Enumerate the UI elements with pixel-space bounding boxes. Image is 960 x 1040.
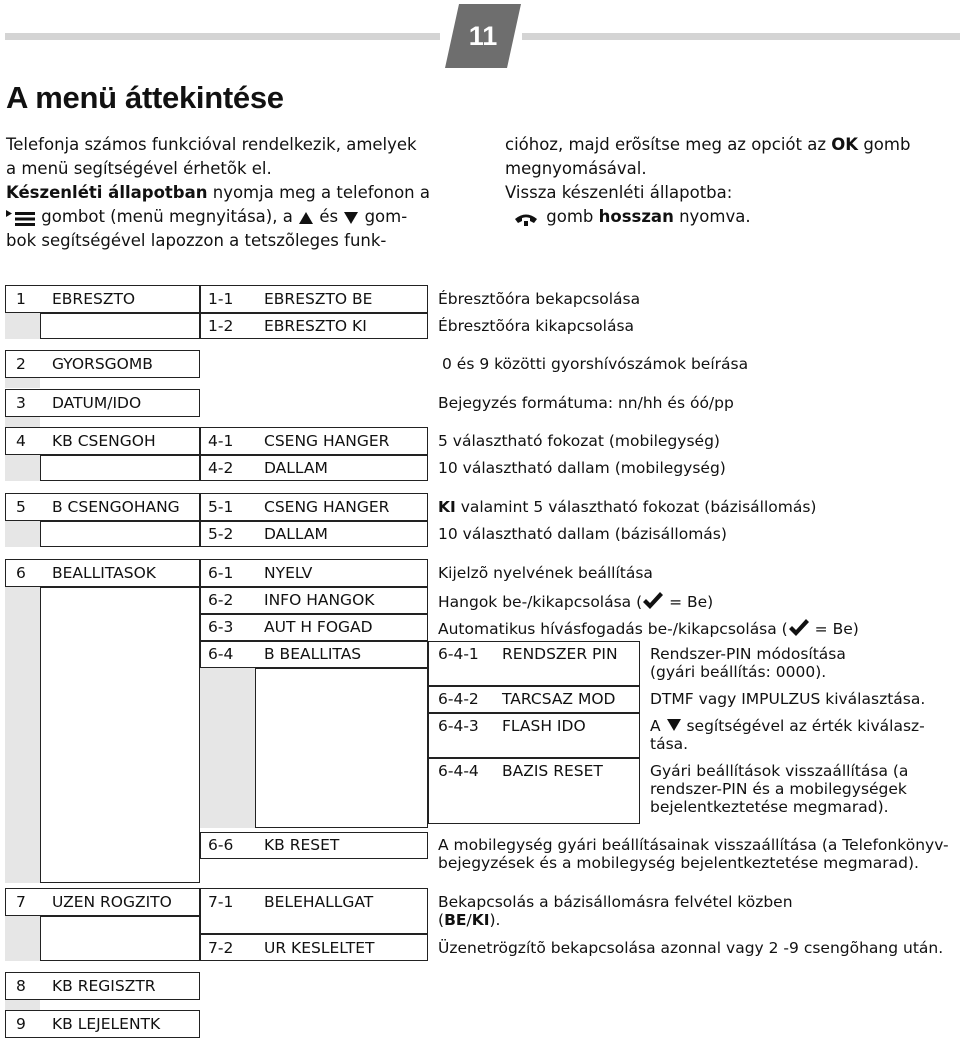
menu-number: 7 <box>16 893 26 911</box>
menu-description <box>650 717 925 735</box>
arrow-down-icon <box>666 718 682 732</box>
submenu-number: 6-1 <box>208 564 234 582</box>
menu-item: KB LEJELENTK <box>52 1015 161 1033</box>
menu-description: 5 választható fokozat (mobilegység) <box>438 432 720 450</box>
menu-item: KB REGISZTR <box>52 977 156 995</box>
menu-item: EBRESZTO <box>52 290 136 308</box>
submenu-item: KB RESET <box>264 836 340 854</box>
menu-description: Bejegyzés formátuma: nn/hh és óó/pp <box>438 394 734 412</box>
intro-line: a menü segítségével érhetõk el. <box>6 159 272 178</box>
menu-cell <box>40 455 200 481</box>
intro-bold: hosszan <box>598 207 674 226</box>
submenu-number: 4-1 <box>208 432 234 450</box>
intro-text: gomb <box>858 135 911 154</box>
desc-text: / <box>466 911 472 929</box>
menu-description: Kijelzõ nyelvének beállítása <box>438 564 653 582</box>
intro-text: gom- <box>359 207 408 226</box>
intro-text: és <box>314 207 344 226</box>
submenu-item: AUT H FOGAD <box>264 618 373 636</box>
submenu-number: 5-1 <box>208 498 234 516</box>
menu-description: DTMF vagy IMPULZUS kiválasztása. <box>650 690 926 708</box>
submenu-item: UR KESLELTET <box>264 939 375 957</box>
menu-item: BEALLITASOK <box>52 564 156 582</box>
menu-number: 9 <box>16 1015 26 1033</box>
intro-line: bok segítségével lapozzon a tetszõleges funk- <box>6 231 387 250</box>
end-call-icon <box>511 209 541 227</box>
menu-item: GYORSGOMB <box>52 355 153 373</box>
menu-description: A mobilegység gyári beállításainak visszaállítása (a Telefonkönyv- <box>438 836 949 854</box>
menu-cell <box>200 559 428 587</box>
arrow-down-icon <box>343 211 359 225</box>
menu-description <box>438 591 713 611</box>
menu-number: 3 <box>16 394 26 412</box>
menu-number: 5 <box>16 498 26 516</box>
intro-text: nyomva. <box>673 207 751 226</box>
desc-text: ). <box>489 911 501 929</box>
desc-text: valamint 5 választható fokozat (bázisállomás) <box>455 498 817 516</box>
menu-description: bejelentkeztetése megmarad). <box>650 798 889 816</box>
submenu-item: BAZIS RESET <box>502 762 603 780</box>
desc-text: A <box>650 717 666 735</box>
submenu-item: DALLAM <box>264 459 328 477</box>
submenu-item: CSENG HANGER <box>264 498 390 516</box>
submenu-item: DALLAM <box>264 525 328 543</box>
menu-cell <box>40 521 200 547</box>
shaded-cell <box>5 455 40 481</box>
menu-description <box>438 498 816 516</box>
submenu-number: 6-4-3 <box>438 717 479 735</box>
ok-key-label: OK <box>831 135 859 154</box>
shaded-cell <box>200 668 255 828</box>
intro-line: megnyomásával. <box>505 159 647 178</box>
desc-text: = Be) <box>664 593 714 611</box>
submenu-number: 6-4 <box>208 645 234 663</box>
menu-number: 1 <box>16 290 26 308</box>
shaded-cell <box>5 916 40 961</box>
menu-description: 10 választható dallam (mobilegység) <box>438 459 726 477</box>
submenu-item: RENDSZER PIN <box>502 645 618 663</box>
intro-line <box>505 133 960 157</box>
menu-number: 6 <box>16 564 26 582</box>
intro-line <box>6 181 466 205</box>
submenu-number: 7-1 <box>208 893 234 911</box>
desc-text: ( <box>438 911 445 929</box>
desc-text: Automatikus hívásfogadás be-/kikapcsolása ( <box>438 620 788 638</box>
intro-text: cióhoz, majd erõsítse meg az opciót az <box>505 135 832 154</box>
menu-cell <box>40 916 200 961</box>
menu-key-icon <box>6 209 36 227</box>
submenu-number: 1-1 <box>208 290 234 308</box>
submenu-number: 6-3 <box>208 618 234 636</box>
intro-right-column <box>505 133 960 229</box>
submenu-number: 4-2 <box>208 459 234 477</box>
menu-item: KB CSENGOH <box>52 432 156 450</box>
menu-description <box>438 911 500 929</box>
intro-line: Telefonja számos funkcióval rendelkezik, amelyek <box>6 135 417 154</box>
menu-description: Gyári beállítások visszaállítása (a <box>650 762 909 780</box>
menu-description: bejegyzések és a mobilegység bejelentkeztetése megmarad). <box>438 854 919 872</box>
menu-cell <box>40 587 200 883</box>
header-rule-right <box>522 33 960 40</box>
desc-text: Hangok be-/kikapcsolása ( <box>438 593 643 611</box>
desc-text: = Be) <box>809 620 859 638</box>
menu-item: DATUM/IDO <box>52 394 142 412</box>
menu-description: Ébresztõóra bekapcsolása <box>438 290 641 308</box>
shaded-cell <box>5 313 40 339</box>
submenu-number: 6-6 <box>208 836 234 854</box>
menu-description: rendszer-PIN és a mobilegységek <box>650 780 907 798</box>
menu-description: 0 és 9 közötti gyorshívószámok beírása <box>442 355 749 373</box>
menu-description: 10 választható dallam (bázisállomás) <box>438 525 727 543</box>
submenu-number: 6-4-2 <box>438 690 479 708</box>
ki-key-label: KI <box>438 498 456 516</box>
menu-description: (gyári beállítás: 0000). <box>650 663 827 681</box>
intro-text: gombot (menü megnyitása), a <box>36 207 299 226</box>
submenu-item: EBRESZTO BE <box>264 290 373 308</box>
submenu-item: INFO HANGOK <box>264 591 375 609</box>
menu-number: 8 <box>16 977 26 995</box>
header-rule-left <box>5 33 440 40</box>
menu-item: UZEN ROGZITO <box>52 893 172 911</box>
menu-cell <box>255 668 428 828</box>
checkmark-icon <box>788 618 810 638</box>
intro-text: nyomja meg a telefonon a <box>207 183 431 202</box>
shaded-cell <box>5 587 40 883</box>
intro-line: Vissza készenléti állapotba: <box>505 183 733 202</box>
menu-description: Üzenetrögzítõ bekapcsolása azonnal vagy 2 -9 csengõhang után. <box>438 939 944 957</box>
submenu-number: 7-2 <box>208 939 234 957</box>
arrow-up-icon <box>298 211 314 225</box>
intro-left-column <box>6 133 466 253</box>
intro-bold: Készenléti állapotban <box>6 183 208 202</box>
menu-description: Rendszer-PIN módosítása <box>650 645 846 663</box>
menu-item: B CSENGOHANG <box>52 498 180 516</box>
submenu-number: 5-2 <box>208 525 234 543</box>
shaded-cell <box>5 1000 40 1010</box>
checkmark-icon <box>642 591 664 611</box>
submenu-item: NYELV <box>264 564 313 582</box>
submenu-number: 6-4-1 <box>438 645 479 663</box>
desc-text: segítségével az érték kiválasz- <box>681 717 925 735</box>
ki-key-label: KI <box>471 911 490 929</box>
menu-description: Bekapcsolás a bázisállomásra felvétel közben <box>438 893 793 911</box>
submenu-number: 6-2 <box>208 591 234 609</box>
menu-number: 2 <box>16 355 26 373</box>
menu-description: tása. <box>650 735 689 753</box>
submenu-item: TARCSAZ MOD <box>502 690 616 708</box>
shaded-cell <box>5 378 40 388</box>
page-number: 11 <box>468 20 498 51</box>
menu-cell <box>40 313 200 339</box>
menu-number: 4 <box>16 432 26 450</box>
intro-line <box>505 205 960 229</box>
intro-text: gomb <box>541 207 599 226</box>
submenu-item: BELEHALLGAT <box>264 893 374 911</box>
intro-line <box>6 205 466 229</box>
menu-description: Ébresztõóra kikapcsolása <box>438 317 635 335</box>
submenu-item: B BEALLITAS <box>264 645 362 663</box>
shaded-cell <box>5 521 40 547</box>
menu-description <box>438 618 859 638</box>
submenu-number: 1-2 <box>208 317 234 335</box>
submenu-number: 6-4-4 <box>438 762 479 780</box>
submenu-item: FLASH IDO <box>502 717 586 735</box>
submenu-item: EBRESZTO KI <box>264 317 367 335</box>
be-key-label: BE <box>444 911 467 929</box>
shaded-cell <box>5 417 40 427</box>
submenu-item: CSENG HANGER <box>264 432 390 450</box>
page-title: A menü áttekintése <box>6 80 284 115</box>
